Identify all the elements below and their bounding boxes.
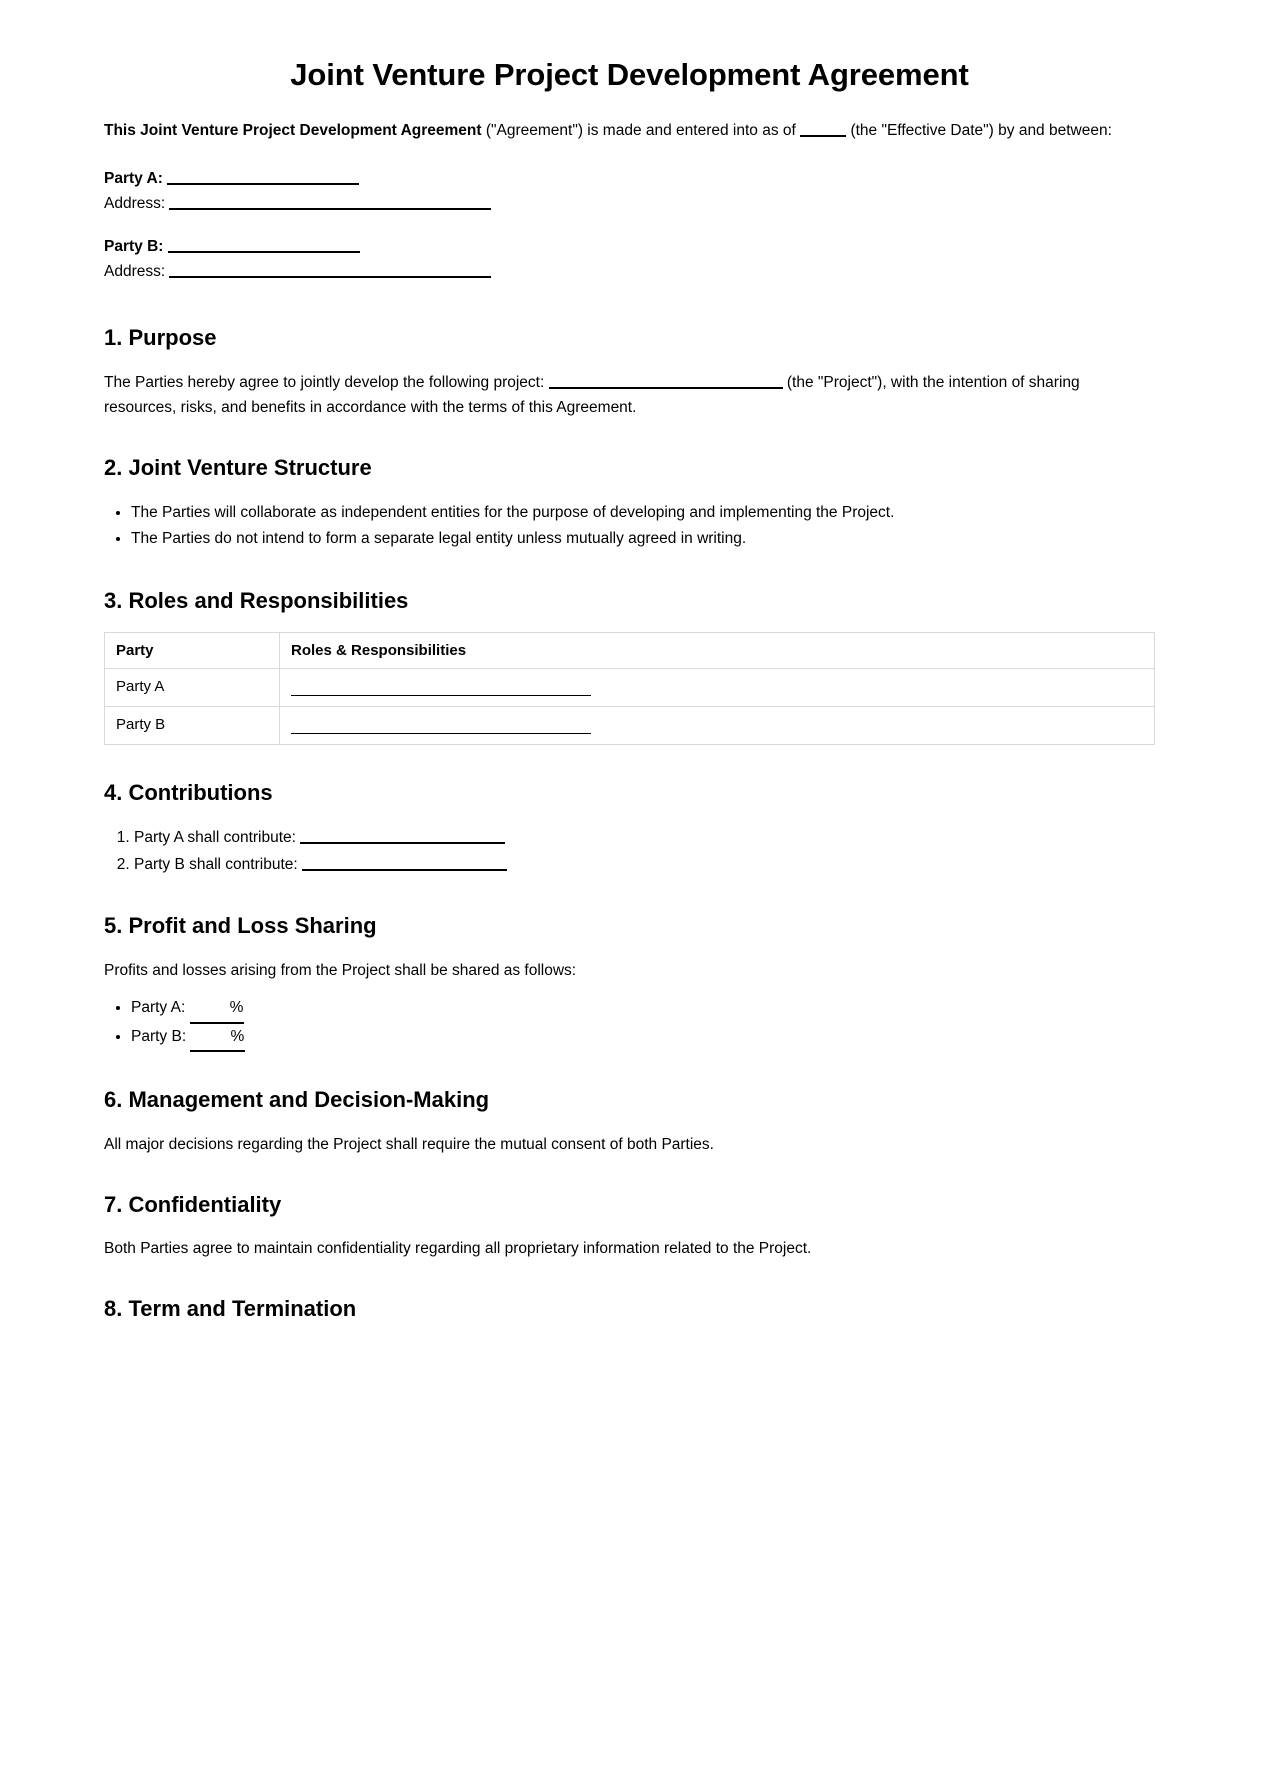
section-heading-confidentiality: 7. Confidentiality <box>104 1191 282 1217</box>
intro-paragraph <box>104 119 1155 143</box>
share-label-party-b: Party B: <box>131 1027 191 1045</box>
party-a-responsibilities-blank[interactable] <box>291 681 591 696</box>
party-b-name-blank[interactable] <box>168 238 360 253</box>
party-b-address-label: Address: <box>104 262 166 280</box>
party-a-name-line <box>104 167 1155 192</box>
party-a-percent-blank[interactable] <box>190 995 245 1024</box>
table-row <box>105 669 1155 707</box>
section-heading-management: 6. Management and Decision-Making <box>104 1087 490 1113</box>
project-description-blank[interactable] <box>549 374 783 389</box>
party-a-address-line <box>104 192 1155 217</box>
purpose-paragraph <box>104 370 1155 420</box>
party-a-label: Party A: <box>104 170 163 188</box>
column-header-responsibilities: Roles & Responsibilities <box>280 633 1155 669</box>
cell-party-name: Party A <box>105 669 280 707</box>
list-item: • The Parties will collaborate as independent entities for the purpose of developing and implementing the Project. <box>131 500 1155 527</box>
management-paragraph: All major decisions regarding the Project shall require the mutual consent of both Parties. <box>104 1135 714 1153</box>
profit-share-list <box>104 995 1155 1052</box>
list-item <box>131 1024 1155 1053</box>
party-a-block <box>104 167 1155 217</box>
list-item <box>134 852 1155 879</box>
table-header-row <box>105 633 1155 669</box>
party-a-name-blank[interactable] <box>167 170 359 185</box>
section-heading-profit-loss: 5. Profit and Loss Sharing <box>104 913 377 939</box>
contributions-list <box>104 825 1155 878</box>
table-row <box>105 707 1155 745</box>
page-title: Joint Venture Project Development Agreement <box>290 57 969 92</box>
section-heading-term-termination: 8. Term and Termination <box>104 1296 357 1322</box>
effective-date-blank[interactable] <box>800 122 846 137</box>
party-b-contribution-blank[interactable] <box>302 856 507 871</box>
contribution-label-b: Party B shall contribute: <box>134 855 302 873</box>
section-heading-structure: 2. Joint Venture Structure <box>104 455 372 481</box>
party-b-responsibilities-blank[interactable] <box>291 719 591 734</box>
share-label-party-a: Party A: <box>131 998 190 1016</box>
intro-after-lead: ("Agreement") is made and entered into as of <box>481 122 801 140</box>
roles-table <box>104 632 1155 745</box>
party-b-percent-blank[interactable] <box>190 1024 245 1053</box>
contribution-label-a: Party A shall contribute: <box>134 828 301 846</box>
profit-loss-paragraph: Profits and losses arising from the Project shall be shared as follows: <box>104 961 577 979</box>
list-item <box>131 995 1155 1024</box>
cell-responsibilities <box>280 707 1155 745</box>
list-item <box>134 825 1155 852</box>
party-b-block <box>104 235 1155 285</box>
party-a-contribution-blank[interactable] <box>300 829 505 844</box>
intro-bold-lead: This Joint Venture Project Development Agreement <box>104 122 482 140</box>
purpose-text-before-blank: The Parties hereby agree to jointly develop the following project: <box>104 373 549 391</box>
section-heading-purpose: 1. Purpose <box>104 325 217 351</box>
purpose-text-after-blank: (the "Project"), with the intention of sharing resources, risks, and benefits in accordance with the terms of this Agreement. <box>104 373 1080 416</box>
structure-bullet-list <box>104 500 1155 553</box>
section-heading-roles: 3. Roles and Responsibilities <box>104 587 409 613</box>
intro-after-blank: (the "Effective Date") by and between: <box>846 122 1112 140</box>
cell-party-name: Party B <box>105 707 280 745</box>
party-b-name-line <box>104 235 1155 260</box>
confidentiality-paragraph: Both Parties agree to maintain confidentiality regarding all proprietary information related to the Project. <box>104 1240 812 1258</box>
percent-unit-a: % <box>229 998 244 1016</box>
percent-unit-b: % <box>230 1027 245 1045</box>
party-b-label: Party B: <box>104 237 164 255</box>
list-item: • The Parties do not intend to form a separate legal entity unless mutually agreed in writing. <box>131 526 1155 553</box>
party-a-address-blank[interactable] <box>169 195 491 210</box>
party-b-address-line <box>104 260 1155 285</box>
section-heading-contributions: 4. Contributions <box>104 780 273 806</box>
party-b-address-blank[interactable] <box>169 263 491 278</box>
column-header-party: Party <box>105 633 280 669</box>
party-a-address-label: Address: <box>104 195 166 212</box>
cell-responsibilities <box>280 669 1155 707</box>
